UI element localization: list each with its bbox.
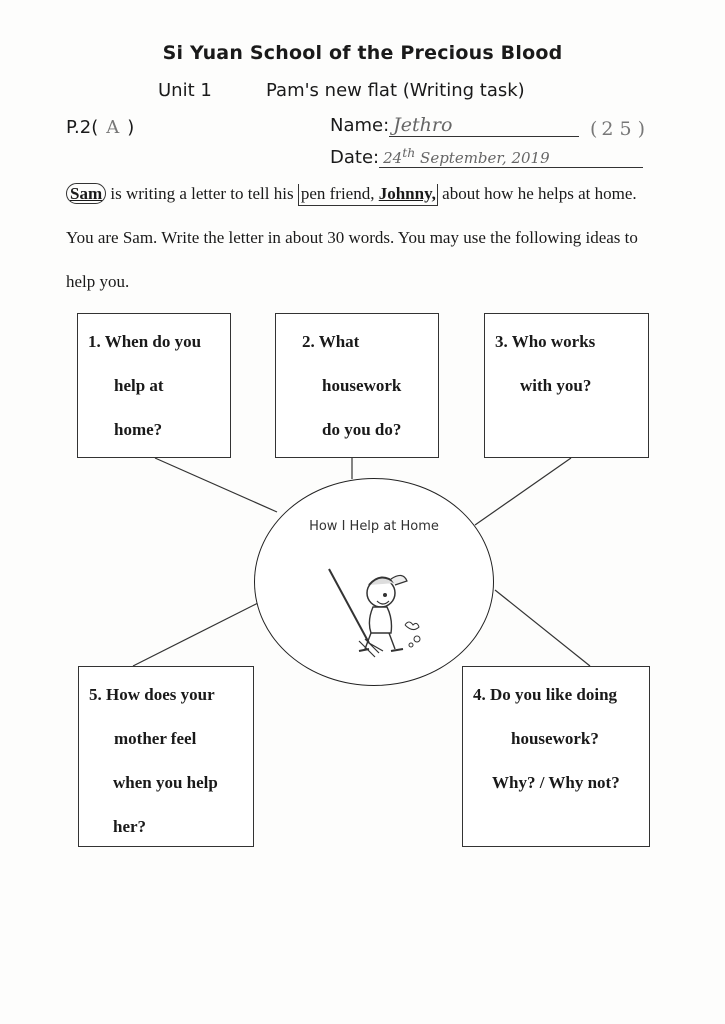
instructions-part1: is writing a letter to tell his (110, 184, 294, 203)
class-close: ) (127, 117, 135, 138)
box4-line1: 4. Do you like doing (473, 685, 618, 704)
score-open: ( (590, 118, 598, 140)
task-title: Pam's new flat (Writing task) (266, 80, 525, 101)
idea-box-4 (462, 666, 650, 847)
box2-line2: housework (322, 376, 402, 395)
center-title: How I Help at Home (309, 519, 439, 534)
date-day: 24 (383, 149, 403, 167)
idea-box-2 (275, 313, 439, 458)
box1-line1: 1. When do you (88, 332, 202, 351)
name-label: Name: (330, 115, 390, 136)
score-close: ) (637, 118, 646, 140)
score-value[interactable]: 25 (601, 118, 638, 140)
box5-line4: her? (113, 817, 147, 836)
box5-line2: mother feel (114, 729, 197, 748)
box5-line1: 5. How does your (89, 685, 215, 704)
connector-1 (155, 458, 277, 512)
idea-box-1 (77, 313, 231, 458)
box4-line2: housework? (511, 729, 599, 748)
box4-line3: Why? / Why not? (492, 773, 620, 792)
box3-line1: 3. Who works (495, 332, 596, 351)
pen-friend-text: pen friend, (300, 184, 375, 203)
box1-line2: help at (114, 376, 164, 395)
mindmap-center (254, 478, 494, 686)
school-title: Si Yuan School of the Precious Blood (162, 42, 563, 64)
date-suffix: th (402, 145, 416, 160)
unit-label: Unit 1 (158, 80, 212, 101)
sam-circled: Sam (66, 183, 106, 204)
box2-line1: 2. What (302, 332, 360, 351)
sweeping-boy-illustration-icon (319, 563, 439, 663)
box2-line3: do you do? (322, 420, 402, 439)
date-rest: September, 2019 (420, 149, 550, 167)
box3-line2: with you? (520, 376, 592, 395)
instructions-part2: about how he helps at home. You are Sam. Write the letter in about 30 words. You may use the following ideas to help you. (66, 184, 638, 291)
date-label: Date: (330, 147, 380, 168)
box5-line3: when you help (113, 773, 218, 792)
idea-box-3 (484, 313, 649, 458)
johnny-name: Johnny, (378, 184, 436, 203)
name-value[interactable]: Jethro (389, 114, 579, 137)
idea-box-5 (78, 666, 254, 847)
class-value[interactable]: A (106, 117, 120, 138)
connector-3 (475, 458, 571, 525)
box1-line3: home? (114, 420, 163, 439)
connector-4 (495, 590, 590, 666)
connector-5 (133, 603, 258, 666)
class-label: P.2( (66, 117, 99, 138)
